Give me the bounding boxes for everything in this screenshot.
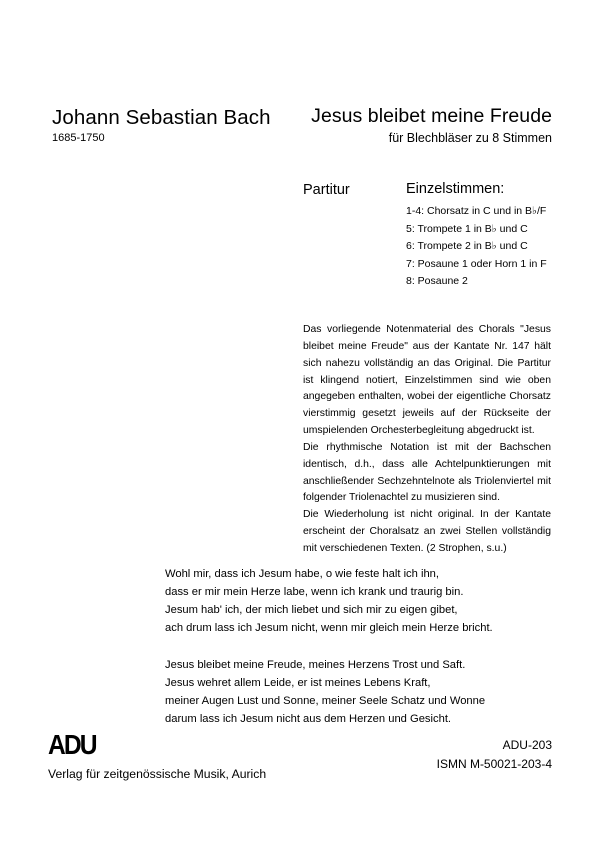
part-item: 7: Posaune 1 oder Horn 1 in F: [406, 257, 547, 270]
parts-block: [406, 181, 566, 291]
publisher-name: Verlag für zeitgenössische Musik, Aurich: [48, 767, 267, 781]
verses-block: [165, 565, 535, 728]
composer-block: [52, 106, 302, 146]
work-title: Jesus bleibet meine Freude: [311, 105, 552, 127]
part-item: 5: Trompete 1 in B♭ und C: [406, 222, 528, 235]
composer-dates: 1685-1750: [52, 132, 105, 145]
title-block: [296, 105, 552, 146]
verse-line: darum lass ich Jesum nicht aus dem Herzen und Gesicht.: [165, 712, 452, 725]
verse-line: Wohl mir, dass ich Jesum habe, o wie feste halt ich ihn,: [165, 568, 440, 580]
ismn-number: ISMN M-50021-203-4: [436, 756, 552, 771]
catalog-number: ADU-203: [502, 738, 552, 752]
description-paragraph: Das vorliegende Notenmaterial des Chorals "Jesus bleibet meine Freude" aus der Kantate Nr. 147 hält sich nahezu vollständig an das Original. Die Partitur ist klingend notiert, Einzelstimmen sind wie oben angegeben enthalten, wobei der eigentliche Chorsatz vierstimmig gesetzt jeweils auf der Rückseite der umspielenden Orchesterbegleitung abgedruckt ist.: [303, 324, 551, 437]
verse: [165, 656, 535, 729]
verse-line: Jesum hab' ich, der mich liebet und sich mir zu eigen gibet,: [165, 604, 458, 617]
verse-line: Jesus bleibet meine Freude, meines Herzens Trost und Saft.: [165, 658, 466, 671]
catalog-block: [352, 736, 552, 773]
parts-heading: Einzelstimmen:: [406, 181, 505, 197]
description-paragraph: Die Wiederholung ist nicht original. In der Kantate erscheint der Choralsatz an zwei Stellen vollständig mit verschiedenen Texten. (2 Strophen, s.u.): [303, 509, 551, 554]
part-item: 6: Trompete 2 in B♭ und C: [406, 240, 528, 253]
part-item: 1-4: Chorsatz in C und in B♭/F: [406, 205, 547, 218]
verse-line: ach drum lass ich Jesum nicht, wenn mir gleich mein Herze bricht.: [165, 622, 493, 635]
partitur-label: Partitur: [303, 182, 350, 198]
publisher-logo: ADU: [48, 729, 96, 760]
verse-line: Jesus wehret allem Leide, er ist meines Lebens Kraft,: [165, 676, 431, 689]
parts-list: [406, 203, 566, 290]
work-subtitle: für Blechbläser zu 8 Stimmen: [388, 130, 552, 145]
description-block: [303, 322, 551, 558]
verse: [165, 565, 535, 638]
composer-name: Johann Sebastian Bach: [52, 106, 271, 129]
part-item: 8: Posaune 2: [406, 275, 468, 288]
publisher-block: [48, 731, 266, 782]
verse-line: dass er mir mein Herze labe, wenn ich krank und traurig bin.: [165, 586, 464, 599]
description-paragraph: Die rhythmische Notation ist mit der Bachschen identisch, d.h., dass alle Achtelpunktierungen mit anschließender Sechzehntelnote als Triolenviertel mit folgender Triolenachtel zu musizieren sind.: [303, 441, 551, 504]
verse-line: meiner Augen Lust und Sonne, meiner Seele Schatz und Wonne: [165, 694, 486, 707]
